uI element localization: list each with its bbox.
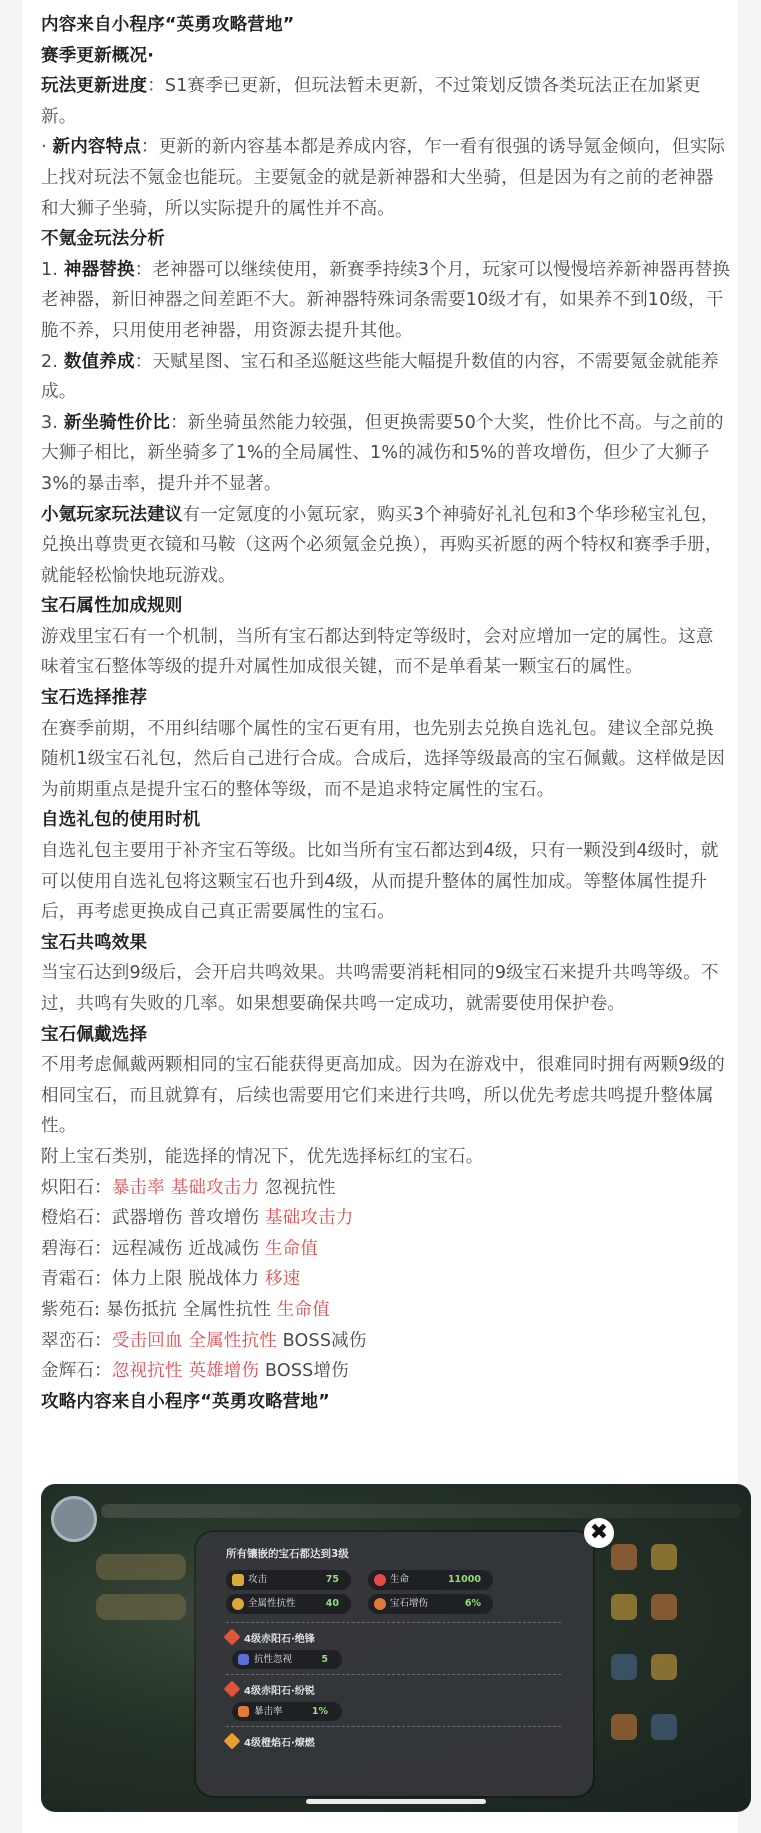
gem-bonus-popup: [196, 1532, 593, 1796]
gem-list-item: [41, 1203, 731, 1234]
game-slot-blur: [611, 1654, 637, 1680]
gem-attr: [232, 1702, 342, 1721]
item-2: [41, 347, 731, 408]
item-2-number: 2.: [41, 351, 64, 372]
gem-row: [226, 1734, 315, 1749]
game-slot-blur: [611, 1594, 637, 1620]
gem-list-item: [41, 1326, 731, 1357]
item-3-text: ：新坐骑虽然能力较强，但更换需要50个大奖，性价比不高。与之前的大狮子相比，新坐骑多了1%的全局属性、1%的减伤和5%的普攻增伤，但少了大狮子3%的暴击率，提升并不显著。: [41, 412, 724, 494]
gem-rule-heading: 宝石属性加成规则: [41, 596, 183, 617]
gem-recommended-attr: 生命值: [264, 1238, 319, 1259]
gem-recommended-attr: 受击回血: [111, 1330, 183, 1351]
stat-label: 生命: [390, 1574, 410, 1585]
divider: [226, 1674, 561, 1675]
gem-list-item: [41, 1173, 731, 1204]
gem-attr-value: 1%: [311, 1706, 328, 1717]
gem-other-attr: BOSS增伤: [259, 1361, 349, 1382]
stat-value: 75: [325, 1574, 339, 1585]
item-3-number: 3.: [41, 412, 64, 433]
gem-recommended-attr: 生命值: [276, 1299, 330, 1320]
gem-list-item: [41, 1356, 731, 1387]
resonance-heading: 宝石共鸣效果: [41, 932, 148, 953]
gem-attr-label: 暴击率: [254, 1706, 283, 1717]
gem-recommended-attr: 基础攻击力: [170, 1177, 260, 1198]
sword-icon: [232, 1574, 244, 1586]
stat-label: 全属性抗性: [248, 1598, 296, 1609]
warning-icon: [374, 1598, 386, 1610]
article-body: [41, 10, 731, 1417]
gem-list-item: [41, 1234, 731, 1265]
game-screenshot: [41, 1484, 751, 1812]
game-top-bar: [101, 1504, 741, 1518]
stat-value: 40: [325, 1598, 339, 1609]
stat-label: 攻击: [248, 1574, 268, 1585]
gem-name: 翠峦石：: [41, 1330, 112, 1351]
small-spender-label: 小氪玩家玩法建议: [41, 504, 183, 525]
game-slot-blur: [611, 1544, 637, 1570]
gem-row: [226, 1682, 315, 1697]
gem-recommended-attr: 基础攻击力: [264, 1208, 354, 1229]
gem-title: 4级赤阳石·纷锐: [244, 1686, 315, 1697]
pack-heading: 自选礼包的使用时机: [41, 810, 201, 831]
pack-text: 自选礼包主要用于补齐宝石等级。比如当所有宝石都达到4级，只有一颗没到4级时，就可以使用自选礼包将这颗宝石也升到4级，从而提升整体的属性加成。等整体属性提升后，再考虑更换成自己真正需要属性的宝石。: [41, 841, 719, 923]
gem-attr: [232, 1650, 342, 1669]
new-content-text: ：更新的新内容基本都是养成内容，乍一看有很强的诱导氪金倾向，但实际上找对玩法不氪金也能玩。主要氪金的就是新神器和大坐骑，但是因为有之前的老神器和大狮子坐骑，所以实际提升的属性并不高。: [41, 137, 726, 219]
item-3: [41, 408, 731, 500]
gem-choice-text: 在赛季前期，不用纠结哪个属性的宝石更有用，也先别去兑换自选礼包。建议全部兑换随机1级宝石礼包，然后自己进行合成。合成后，选择等级最高的宝石佩戴。这样做是因为前期重点是提升宝石的整体等级，而不是追求特定属性的宝石。: [41, 718, 725, 800]
home-indicator: [306, 1799, 486, 1804]
crit-icon: [238, 1706, 249, 1717]
heart-icon: [374, 1574, 386, 1586]
small-spender-text: 有一定氪度的小氪玩家，购买3个神骑好礼礼包和3个华珍秘宝礼包，兑换出尊贵更衣镜和马鞍（这两个必须氪金兑换），再购买祈愿的两个特权和赛季手册，就能轻松愉快地玩游戏。: [41, 504, 723, 586]
gem-other-attr: 忽视抗性: [259, 1177, 336, 1198]
item-1-text: ：老神器可以继续使用，新赛季持续3个月，玩家可以慢慢培养新神器再替换老神器，新旧神器之间差距不大。新神器特殊词条需要10级才有，如果养不到10级，干脆不养，只用使用老神器，用资源去提升其他。: [41, 259, 731, 341]
game-slot-blur: [651, 1544, 677, 1570]
item-2-text: ：天赋星图、宝石和圣巡艇这些能大幅提升数值的内容，不需要氪金就能养成。: [41, 351, 719, 403]
divider: [226, 1622, 561, 1623]
gameplay-paragraph: [41, 71, 731, 132]
gem-recommended-attr: 暴击率: [111, 1177, 165, 1198]
stat-value: 11000: [447, 1574, 481, 1585]
source-line: 内容来自小程序“英勇攻略营地”: [41, 15, 295, 35]
article-page: [22, 0, 738, 1833]
stat-label: 宝石增伤: [390, 1598, 429, 1609]
gem-rule-text: 游戏里宝石有一个机制，当所有宝石都达到特定等级时，会对应增加一定的属性。这意味着宝石整体等级的提升对属性加成很关键，而不是单看某一颗宝石的属性。: [41, 626, 714, 678]
gem-name: 金辉石：: [41, 1361, 112, 1382]
gem-row: [226, 1630, 315, 1645]
gem-title: 4级橙焰石·燎燃: [244, 1738, 315, 1749]
gem-name: 橙焰石：: [41, 1208, 112, 1229]
game-menu-blur: [96, 1594, 186, 1620]
f2p-heading: 不氪金玩法分析: [41, 229, 165, 250]
list-intro: 附上宝石类别，能选择的情况下，优先选择标红的宝石。: [41, 1146, 484, 1167]
overview-heading: 赛季更新概况·: [41, 45, 155, 66]
gem-title: 4级赤阳石·绝锋: [244, 1634, 315, 1645]
gem-other-attr: 体力上限 脱战体力: [111, 1269, 265, 1290]
item-3-label: 新坐骑性价比: [63, 412, 171, 433]
gem-name: 青霜石：: [41, 1269, 112, 1290]
game-slot-blur: [611, 1714, 637, 1740]
stat-gem-damage: [368, 1594, 493, 1614]
gem-recommended-attr: 移速: [264, 1269, 301, 1290]
gem-recommended-attr: 英雄增伤: [188, 1361, 260, 1382]
gem-recommended-attr: 全属性抗性: [188, 1330, 277, 1351]
game-slot-blur: [651, 1594, 677, 1620]
wear-heading: 宝石佩戴选择: [41, 1024, 148, 1045]
gem-name: 紫苑石:: [41, 1299, 106, 1320]
gem-list-item: [41, 1295, 731, 1326]
gem-name: 炽阳石：: [41, 1177, 112, 1198]
new-content-label: 新内容特点: [52, 137, 142, 158]
item-1: [41, 255, 731, 347]
gem-recommended-attr: 忽视抗性: [111, 1361, 183, 1382]
gem-other-attr: 远程减伤 近战减伤: [111, 1238, 265, 1259]
stat-hp: [368, 1570, 493, 1590]
avatar: [51, 1496, 97, 1542]
item-2-label: 数值养成: [63, 351, 135, 372]
game-slot-blur: [651, 1714, 677, 1740]
gem-attr-value: 5: [321, 1654, 328, 1665]
item-1-number: 1.: [41, 259, 64, 280]
bullet: ·: [41, 137, 53, 158]
gem-other-attr: 暴伤抵抗 全属性抗性: [105, 1299, 277, 1320]
gem-name: 碧海石：: [41, 1238, 112, 1259]
gem-list-item: [41, 1264, 731, 1295]
item-1-label: 神器替换: [63, 259, 135, 280]
footer-source: 攻略内容来自小程序“英勇攻略营地”: [41, 1391, 330, 1412]
gem-attr-label: 抗性忽视: [254, 1654, 293, 1665]
resonance-text: 当宝石达到9级后，会开启共鸣效果。共鸣需要消耗相同的9级宝石来提升共鸣等级。不过，共鸣有失败的几率。如果想要确保共鸣一定成功，就需要使用保护卷。: [41, 963, 719, 1014]
game-slot-blur: [651, 1654, 677, 1680]
stat-resist: [226, 1594, 351, 1614]
divider: [226, 1726, 561, 1727]
game-menu-blur: [96, 1554, 186, 1580]
gem-icon: [224, 1629, 241, 1646]
shield-icon: [232, 1598, 244, 1610]
gem-icon: [224, 1681, 241, 1698]
popup-title: 所有镶嵌的宝石都达到3级: [226, 1548, 349, 1560]
wear-text: 不用考虑佩戴两颗相同的宝石能获得更高加成。因为在游戏中，很难同时拥有两颗9级的相同宝石，而且就算有，后续也需要用它们来进行共鸣，所以优先考虑共鸣提升整体属性。: [41, 1055, 725, 1137]
gem-other-attr: 武器增伤 普攻增伤: [111, 1208, 265, 1229]
gameplay-text: ：S1赛季已更新，但玩法暂未更新，不过策划反馈各类玩法正在加紧更新。: [41, 76, 701, 127]
new-content-paragraph: [41, 132, 731, 224]
gem-other-attr: BOSS减伤: [276, 1330, 367, 1351]
shield-break-icon: [238, 1654, 249, 1665]
small-spender-paragraph: [41, 500, 731, 592]
gem-choice-heading: 宝石选择推荐: [41, 688, 148, 709]
close-icon[interactable]: ✖: [584, 1518, 614, 1548]
gem-icon: [224, 1733, 241, 1750]
gameplay-label: 玩法更新进度: [41, 76, 148, 97]
stat-value: 6%: [464, 1598, 481, 1609]
stat-attack: [226, 1570, 351, 1590]
